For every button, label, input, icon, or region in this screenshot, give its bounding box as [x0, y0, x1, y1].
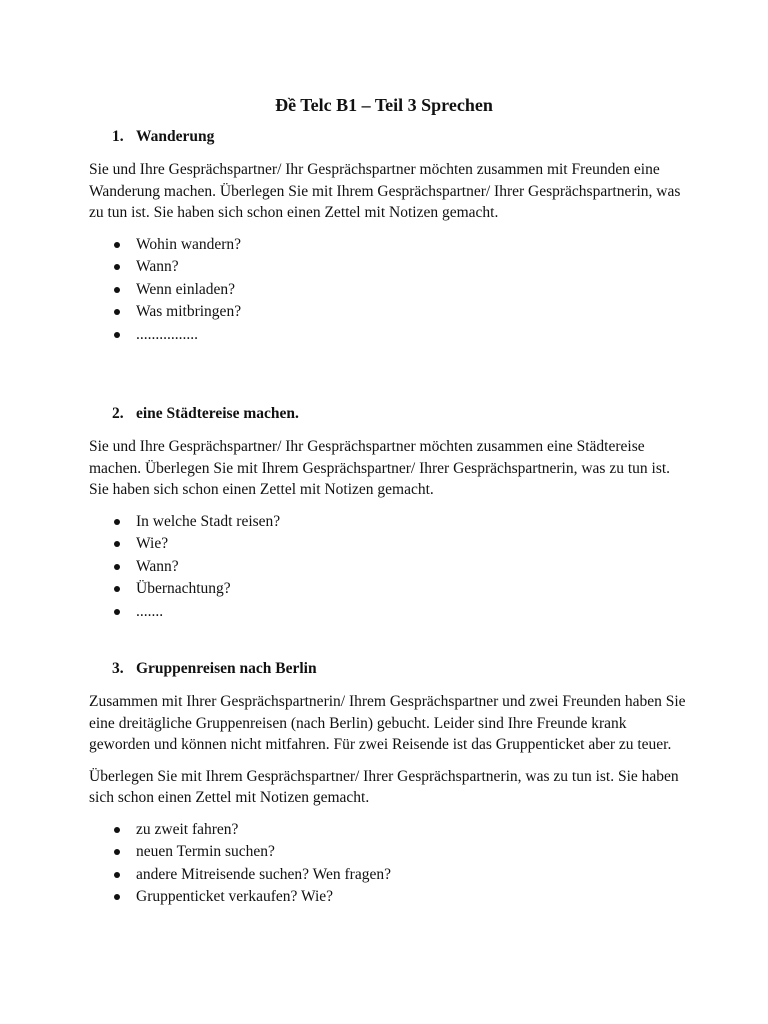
- list-item: ................: [89, 324, 689, 347]
- bullet-icon: [114, 264, 120, 270]
- bullet-icon: [114, 872, 120, 878]
- list-item: Wann?: [89, 256, 689, 279]
- list-item: Was mitbringen?: [89, 301, 689, 324]
- list-item: Übernachtung?: [89, 578, 689, 601]
- section-paragraph: Sie und Ihre Gesprächspartner/ Ihr Gesprächspartner möchten zusammen mit Freunden eine Wanderung machen. Überlegen Sie mit Ihrem Gesprächspartner/ Ihrer Gesprächspartnerin, was zu tun ist. Sie haben sich schon einen Zettel mit Notizen gemacht.: [89, 161, 681, 221]
- section-gruppenreisen: [89, 659, 689, 909]
- section-staedtereise: [89, 404, 689, 623]
- section-number: 3.: [112, 660, 124, 677]
- list-item: Wenn einladen?: [89, 279, 689, 302]
- list-item: Wann?: [89, 556, 689, 579]
- section-title: Gruppenreisen nach Berlin: [136, 660, 317, 677]
- section-title: Wanderung: [136, 128, 215, 145]
- list-item: Wohin wandern?: [89, 234, 689, 257]
- bullet-icon: [114, 586, 120, 592]
- bullet-icon: [114, 827, 120, 833]
- section-heading: [89, 127, 689, 147]
- notes-list: [89, 819, 689, 909]
- bullet-icon: [114, 894, 120, 900]
- bullet-icon: [114, 332, 120, 338]
- list-item: In welche Stadt reisen?: [89, 511, 689, 534]
- section-paragraph: Überlegen Sie mit Ihrem Gesprächspartner/ Ihrer Gesprächspartnerin, was zu tun ist. Sie haben sich schon einen Zettel mit Notizen gemacht.: [89, 767, 679, 806]
- bullet-icon: [114, 287, 120, 293]
- list-item: Gruppenticket verkaufen? Wie?: [89, 886, 689, 909]
- bullet-icon: [114, 519, 120, 525]
- section-heading: [89, 659, 689, 679]
- bullet-icon: [114, 309, 120, 315]
- section-paragraph: Zusammen mit Ihrer Gesprächspartnerin/ Ihrem Gesprächspartner und zwei Freunden haben Sie eine dreitägliche Gruppenreisen (nach Berlin) gebucht. Leider sind Ihre Freunde krank geworden und können nicht mitfahren. Für zwei Reisende ist das Gruppenticket aber zu teuer.: [89, 693, 686, 753]
- bullet-icon: [114, 242, 120, 248]
- section-paragraph: Sie und Ihre Gesprächspartner/ Ihr Gesprächspartner möchten zusammen eine Städtereise machen. Überlegen Sie mit Ihrem Gesprächspartner/ Ihrer Gesprächspartnerin, was zu tun ist. Sie haben sich schon einen Zettel mit Notizen gemacht.: [89, 438, 671, 498]
- section-number: 1.: [112, 128, 124, 145]
- bullet-icon: [114, 541, 120, 547]
- section-heading: [89, 404, 689, 424]
- list-item: zu zweit fahren?: [89, 819, 689, 842]
- bullet-icon: [114, 609, 120, 615]
- list-item: .......: [89, 601, 689, 624]
- bullet-icon: [114, 564, 120, 570]
- section-title: eine Städtereise machen.: [136, 405, 299, 422]
- notes-list: [89, 511, 689, 624]
- section-wanderung: [89, 127, 689, 346]
- bullet-icon: [114, 849, 120, 855]
- list-item: andere Mitreisende suchen? Wen fragen?: [89, 864, 689, 887]
- list-item: Wie?: [89, 533, 689, 556]
- notes-list: [89, 234, 689, 347]
- list-item: neuen Termin suchen?: [89, 841, 689, 864]
- section-number: 2.: [112, 405, 124, 422]
- document-title: Đề Telc B1 – Teil 3 Sprechen: [275, 95, 493, 115]
